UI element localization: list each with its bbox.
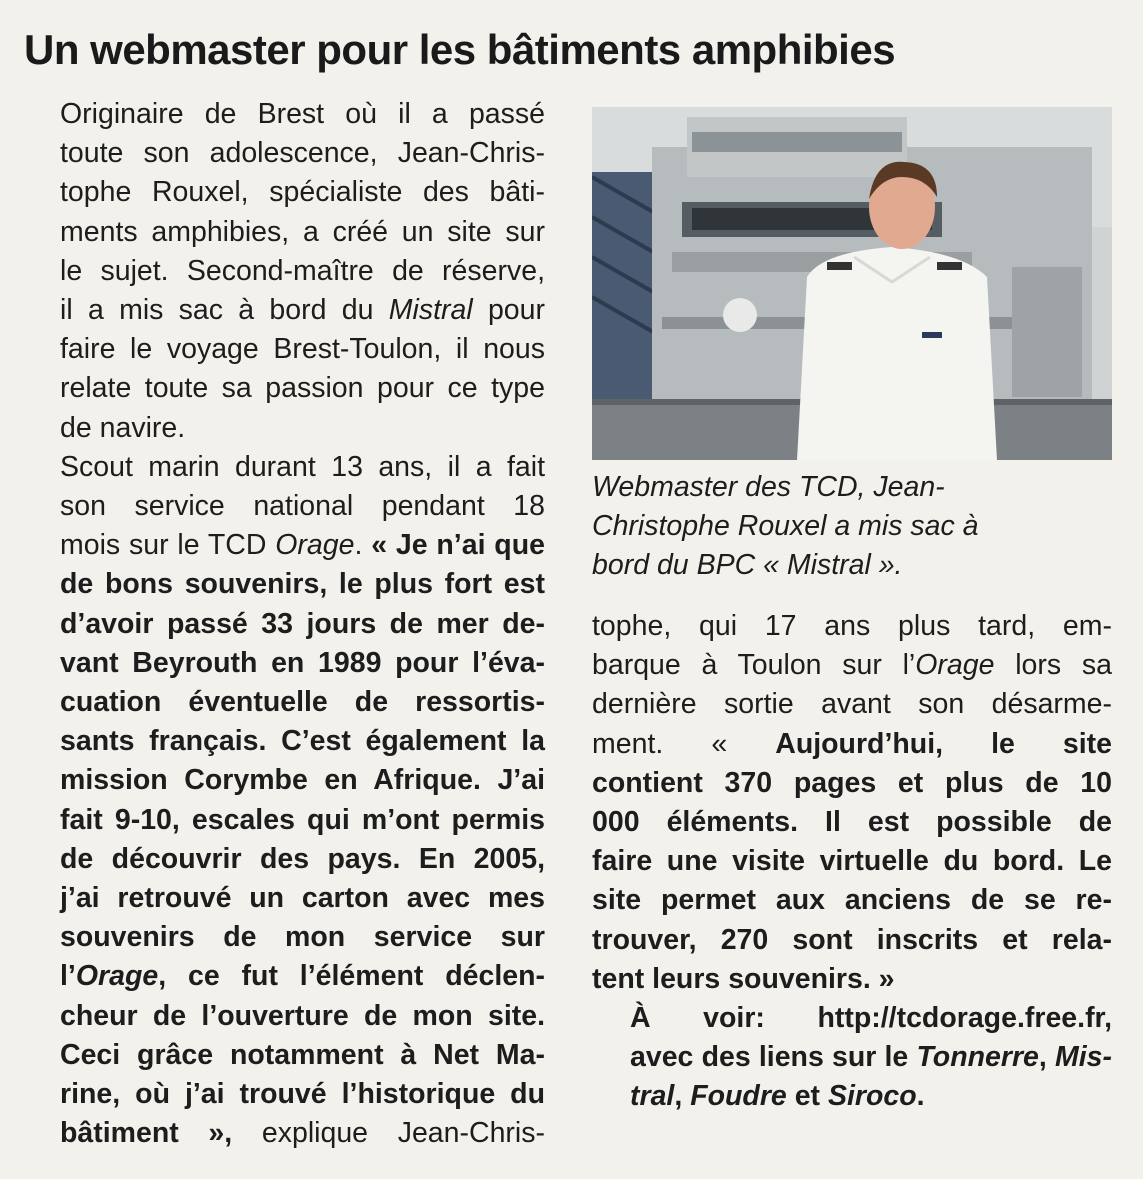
ship-name-mistral: Mis- bbox=[1055, 1041, 1112, 1074]
article-photo bbox=[592, 107, 1112, 460]
quote-line bbox=[22, 957, 545, 996]
caption-line: Christophe Rouxel a mis sac à bbox=[592, 510, 979, 542]
text-run: , bbox=[674, 1080, 691, 1113]
quote-line: Ceci grâce notamment à Net Ma- bbox=[60, 1038, 545, 1071]
quote-line: vant Beyrouth en 1989 pour l’éva- bbox=[60, 646, 545, 679]
text-run: lors sa bbox=[994, 649, 1112, 682]
text-line: ments amphibies, a créé un site sur bbox=[60, 215, 545, 248]
quote-text: Aujourd’hui, le site bbox=[775, 727, 1113, 760]
ship-name-foudre: Foudre bbox=[690, 1080, 787, 1113]
ship-name-orage: Orage bbox=[275, 529, 355, 562]
text-line: faire le voyage Brest-Toulon, il nous bbox=[60, 333, 545, 366]
text-line bbox=[22, 1114, 545, 1153]
article-column-right bbox=[592, 607, 1112, 1117]
text-line: dernière sortie avant son désarme- bbox=[592, 688, 1112, 721]
ship-name-siroco: Siroco bbox=[827, 1080, 917, 1113]
text-line: Originaire de Brest où il a passé bbox=[60, 98, 545, 130]
quote-line: 000 éléments. Il est possible de bbox=[592, 806, 1112, 839]
text-line: tophe Rouxel, spécialiste des bâti- bbox=[60, 176, 545, 209]
photo-caption bbox=[592, 468, 1092, 585]
text-line: tophe, qui 17 ans plus tard, em- bbox=[592, 610, 1112, 642]
text-run: avec des liens sur le bbox=[630, 1041, 917, 1074]
text-run: barque à Toulon sur l’ bbox=[592, 649, 916, 682]
article-headline: Un webmaster pour les bâtiments amphibies bbox=[24, 26, 896, 73]
quote-line: mission Corymbe en Afrique. J’ai bbox=[60, 764, 545, 797]
ship-name-mistral: Mistral bbox=[388, 294, 473, 327]
text-line bbox=[22, 526, 545, 565]
text-run: et bbox=[786, 1080, 828, 1113]
caption-line: Webmaster des TCD, Jean- bbox=[592, 471, 945, 503]
caption-line: bord du BPC « Mistral ». bbox=[592, 549, 903, 581]
text-run: explique Jean-Chris- bbox=[232, 1117, 545, 1150]
text-run: , bbox=[1038, 1041, 1055, 1074]
text-line bbox=[592, 1077, 1112, 1116]
text-run: mois sur le TCD bbox=[60, 529, 276, 562]
article-column-left bbox=[22, 95, 545, 1153]
quote-line: sants français. C’est également la bbox=[60, 725, 545, 758]
quote-line: de bons souvenirs, le plus fort est bbox=[60, 568, 545, 601]
photo-officer-on-deck bbox=[592, 107, 1112, 460]
text-line bbox=[592, 1038, 1112, 1077]
quote-line: d’avoir passé 33 jours de mer de- bbox=[60, 607, 545, 640]
quote-line: de découvrir des pays. En 2005, bbox=[60, 842, 545, 875]
paragraph-continuation bbox=[592, 607, 1112, 999]
quote-line: rine, où j’ai trouvé l’historique du bbox=[60, 1078, 545, 1111]
paragraph-quote bbox=[22, 448, 545, 1154]
ship-name-orage: Orage bbox=[915, 649, 995, 682]
quote-text: bâtiment », bbox=[60, 1117, 233, 1150]
text-run: l’ bbox=[60, 960, 76, 993]
text-run: pour bbox=[472, 294, 545, 327]
quote-line: tent leurs souvenirs. » bbox=[592, 962, 895, 995]
text-line: toute son adolescence, Jean-Chris- bbox=[60, 137, 545, 170]
ship-name-tonnerre: Tonnerre bbox=[916, 1041, 1039, 1074]
ship-name-mistral: tral bbox=[630, 1080, 675, 1113]
paragraph-website bbox=[592, 999, 1112, 1117]
quote-line: fait 9-10, escales qui m’ont permis bbox=[60, 803, 545, 836]
ship-name-orage: Orage bbox=[75, 960, 159, 993]
text-run: , ce fut l’élément déclen- bbox=[158, 960, 545, 993]
paragraph-intro bbox=[22, 95, 545, 448]
text-run: . bbox=[354, 529, 372, 562]
quote-line: cuation éventuelle de ressortis- bbox=[60, 686, 545, 719]
quote-line: souvenirs de mon service sur bbox=[60, 921, 545, 954]
quote-text: « Je n’ai que bbox=[371, 529, 545, 562]
text-line: Scout marin durant 13 ans, il a fait bbox=[60, 450, 545, 483]
text-line bbox=[592, 646, 1112, 685]
quote-line: cheur de l’ouverture de mon site. bbox=[60, 999, 545, 1032]
quote-line: contient 370 pages et plus de 10 bbox=[592, 766, 1112, 799]
text-line: de navire. bbox=[60, 411, 186, 444]
website-link-text: À voir: http://tcdorage.free.fr, bbox=[630, 1002, 1112, 1035]
text-run: il a mis sac à bord du bbox=[60, 294, 389, 327]
quote-line: site permet aux anciens de se re- bbox=[592, 884, 1112, 917]
text-line bbox=[22, 291, 545, 330]
text-line bbox=[592, 725, 1112, 764]
text-run: ment. « bbox=[592, 727, 776, 760]
quote-line: j’ai retrouvé un carton avec mes bbox=[60, 882, 545, 915]
text-line: le sujet. Second-maître de réserve, bbox=[60, 254, 545, 287]
text-line: son service national pendant 18 bbox=[60, 490, 545, 523]
text-run: . bbox=[916, 1080, 925, 1113]
quote-line: faire une visite virtuelle du bord. Le bbox=[592, 845, 1112, 878]
text-line: relate toute sa passion pour ce type bbox=[60, 372, 545, 405]
quote-line: trouver, 270 sont inscrits et rela- bbox=[592, 923, 1112, 956]
